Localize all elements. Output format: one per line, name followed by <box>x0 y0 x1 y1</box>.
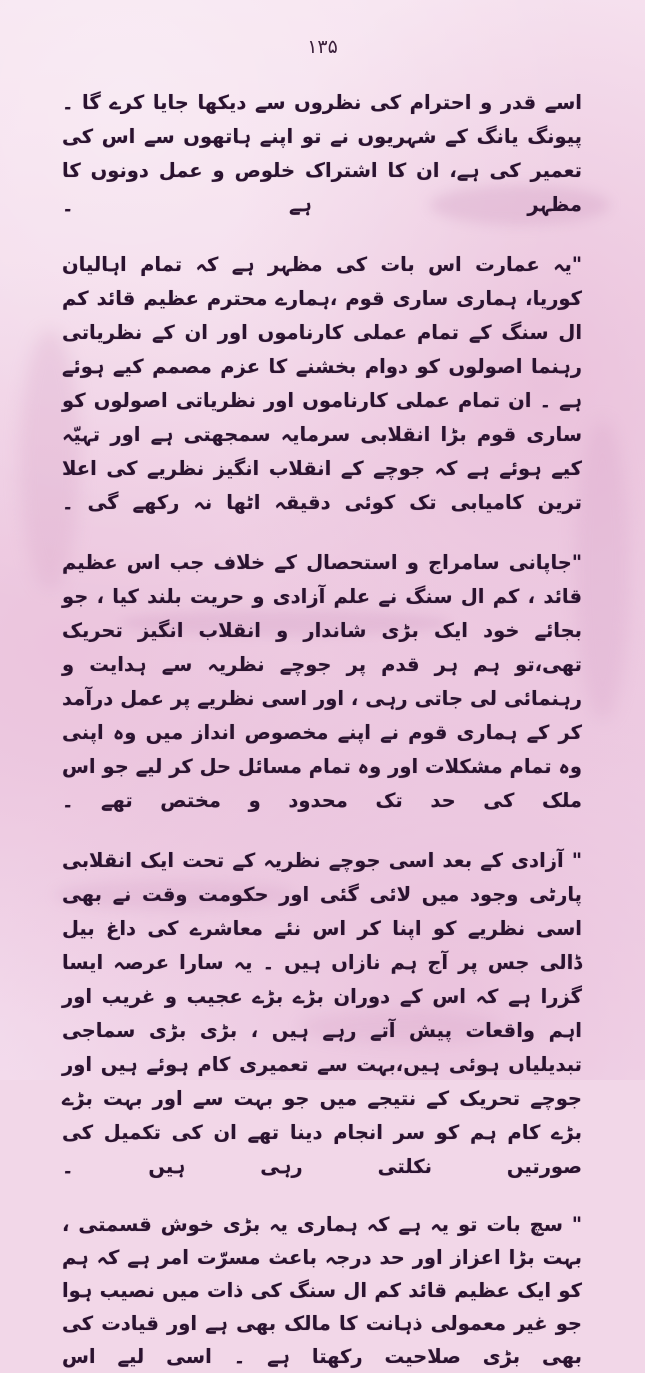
paragraph: " سچ بات تو یہ ہے کہ ہماری یہ بڑی خوش قسمتی ، بہت بڑا اعزاز اور حد درجہ باعث مسرّت امر ہے کہ ہم کو ایک عظیم قائد کم ال سنگ کی ذات میں نصیب ہوا جو غیر معمولی ذہانت کا مالک بھی ہے اور قیادت کی بھی بڑی صلاحیت رکھتا ہے ۔ اسی لیے اس <box>62 1213 582 1368</box>
paragraph: " آزادی کے بعد اسی جوچے نظریہ کے تحت ایک انقلابی پارٹی وجود میں لائی گئی اور حکومت وقت نے بھی اسی نظریے کو اپنا کر اس نئے معاشرے کی داغ بیل ڈالی جس پر آج ہم نازاں ہیں ۔ یہ سارا عرصہ ایسا گزرا ہے کہ اس کے دوران بڑے بڑے عجیب و غریب اور اہم واقعات پیش آتے رہے ہیں ، بڑی بڑی سماجی تبدیلیاں ہوئی ہیں،بہت سے تعمیری کام ہوئے ہیں اور جوچے تحریک کے نتیجے میں جو بہت سے اور بہت بڑے بڑے کام ہم کو سر انجام دینا تھے ان کی تکمیل کی صورتیں نکلتی رہی ہیں ۔ <box>62 849 582 1178</box>
paragraph: "جاپانی سامراج و استحصال کے خلاف جب اس عظیم قائد ، کم ال سنگ نے علم آزادی و حریت بلند کیا ، جو بجائے خود ایک بڑی شاندار و انقلاب انگیز تحریک تھی،تو ہم ہر قدم پر جوچے نظریہ سے ہدایت و رہنمائی لی جاتی رہی ، اور اسی نظریے پر عمل درآمد کر کے ہماری قوم نے اپنے مخصوص انداز میں وہ اپنی وہ تمام مشکلات اور وہ تمام مسائل حل کر لیے جو اس ملک کی حد تک محدود و مختص تھے ۔ <box>62 551 582 812</box>
paragraph: "یہ عمارت اس بات کی مظہر ہے کہ تمام اہالیان کوریا، ہماری ساری قوم ،ہمارے محترم عظیم قائد کم ال سنگ کے تمام عملی کارناموں اور ان کے نظریاتی رہنما اصولوں کو دوام بخشنے کا عزم مصمم کیے ہوئے ہے ۔ ان تمام عملی کارناموں اور نظریاتی اصولوں کو ساری قوم بڑا انقلابی سرمایہ سمجھتی ہے اور تہیّہ کیے ہوئے ہے کہ جوچے کے انقلاب انگیز نظریے کی اعلا ترین کامیابی تک کوئی دقیقہ اٹھا نہ رکھے گی ۔ <box>62 253 582 514</box>
page-body-text <box>62 86 582 1373</box>
page-number: ۱۳۵ <box>307 36 338 58</box>
paragraph: اسے قدر و احترام کی نظروں سے دیکھا جایا کرے گا ۔ پیونگ یانگ کے شہریوں نے تو اپنے ہاتھوں سے اس کی تعمیر کی ہے، ان کا اشتراک خلوص و عمل دونوں کا مظہر ہے ۔ <box>62 91 582 216</box>
paper-stain <box>575 420 630 720</box>
